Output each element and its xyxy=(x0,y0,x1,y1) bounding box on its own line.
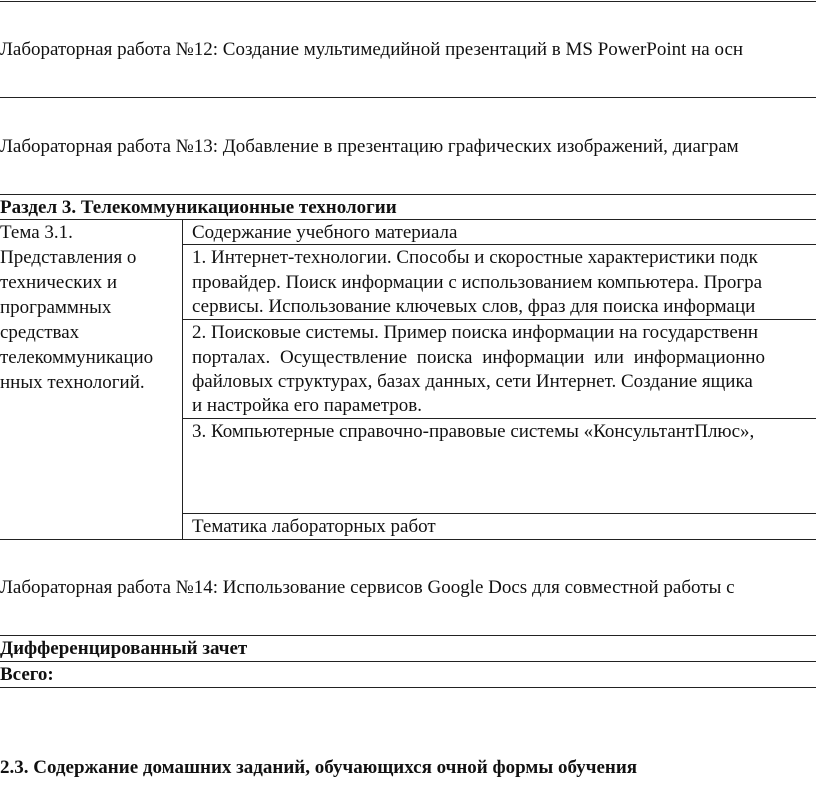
topic-line: телекоммуникацио xyxy=(0,347,154,368)
topic-line: Тема 3.1. xyxy=(0,222,73,243)
content-header: Содержание учебного материала xyxy=(192,222,458,243)
item-line: сервисы. Использование ключевых слов, фраз для поиска информаци xyxy=(192,296,756,317)
credit-label: Дифференцированный зачет xyxy=(0,638,248,659)
row-divider xyxy=(0,635,816,636)
total-label: Всего: xyxy=(0,664,54,685)
section-title: Раздел 3. Телекоммуникационные технологии xyxy=(0,197,397,218)
lab-13-text: Лабораторная работа №13: Добавление в презентацию графических изображений, диаграм xyxy=(0,136,739,157)
table-border-bottom xyxy=(0,687,816,688)
item-line: 1. Интернет-технологии. Способы и скоростные характеристики подк xyxy=(192,247,758,268)
lab-topics-label: Тематика лабораторных работ xyxy=(192,516,436,537)
item-line: 3. Компьютерные справочно-правовые системы «КонсультантПлюс», xyxy=(192,421,755,442)
item-line: провайдер. Поиск информации с использованием компьютера. Програ xyxy=(192,272,763,293)
topic-line: нных технологий. xyxy=(0,372,145,393)
row-divider xyxy=(0,97,816,98)
table-border-top xyxy=(0,1,816,2)
row-divider xyxy=(0,539,816,540)
item-line: 2. Поисковые системы. Пример поиска информации на государственн xyxy=(192,322,759,343)
section-heading-2-3: 2.3. Содержание домашних заданий, обучающихся очной формы обучения xyxy=(0,757,638,778)
topic-line: технических и xyxy=(0,272,118,293)
row-divider xyxy=(0,194,816,195)
lab-14-text: Лабораторная работа №14: Использование сервисов Google Docs для совместной работы с xyxy=(0,577,735,598)
topic-line: Представления о xyxy=(0,247,137,268)
item-line: порталах. Осуществление поиска информации или информационно xyxy=(192,347,766,368)
topic-column-divider xyxy=(182,219,183,539)
topic-line: средствах xyxy=(0,322,80,343)
topic-line: программных xyxy=(0,297,112,318)
row-divider xyxy=(0,661,816,662)
item-line: и настройка его параметров. xyxy=(192,395,423,416)
lab-12-text: Лабораторная работа №12: Создание мультимедийной презентаций в MS PowerPoint на осн xyxy=(0,39,744,60)
item-line: файловых структурах, базах данных, сети Интернет. Создание ящика xyxy=(192,371,753,392)
